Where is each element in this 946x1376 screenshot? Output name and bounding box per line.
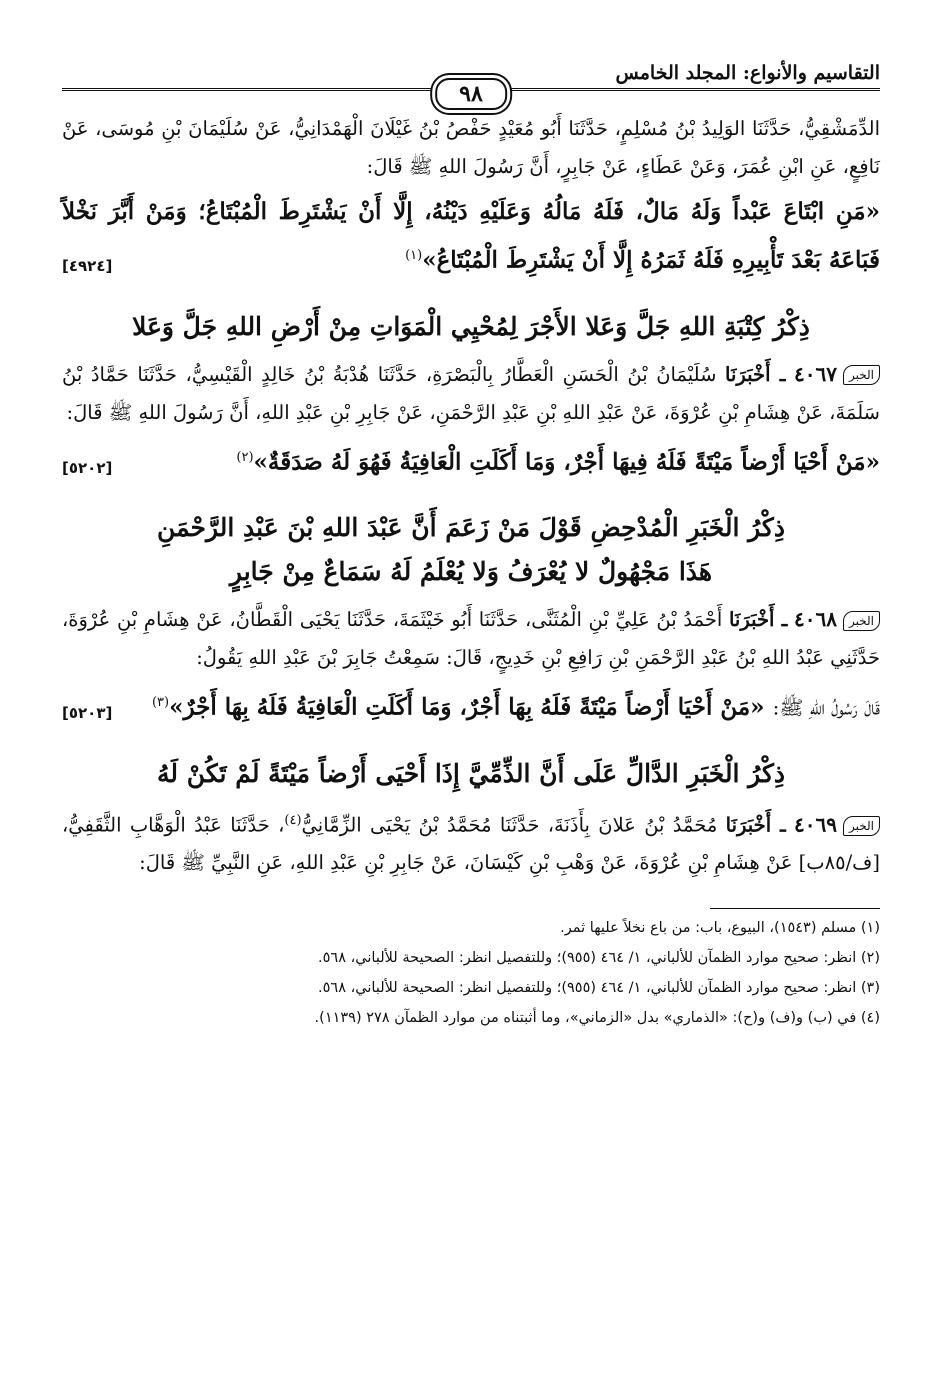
qal-rasul: قَالَ رَسُولُ اللهِ ﷺ: [772, 695, 880, 720]
hadith-text-3 [62, 681, 880, 730]
section-heading-2-line-2: هَذَا مَجْهُولٌ لا يُعْرَفُ وَلا يُعْلَمُ لَهُ سَمَاعٌ مِنْ جَابِرٍ [229, 557, 713, 587]
footnote-4: (٤) في (ب) و(ف) و(ح): «الذماري» بدل «الزماني»، وما أثبتناه من موارد الظمآن ٢٧٨ (١١٣٩). [314, 1010, 880, 1027]
footnotes [62, 909, 880, 1033]
narration-block-2 [62, 355, 880, 432]
hadith-ref-1: [٤٩٢٤] [62, 257, 113, 275]
hadith-2-body: «مَنْ أَحْيَا أَرْضاً مَيْتَةً فَلَهُ فِيهَا أَجْرٌ، وَمَا أَكَلَتِ الْعَافِيَةُ فَهُوَ لَهُ صَدَقَةٌ» [253, 448, 880, 476]
hadith-number-4069: ٤٠٦٩ [794, 812, 838, 837]
footnote-3: (٣) انظر: صحيح موارد الظمآن للألباني، ١/ ٤٦٤ (٩٥٥)؛ وللتفصيل انظر: الصحيحة للألباني، ٥٦٨. [318, 980, 880, 997]
hadith-text-2 [62, 436, 880, 485]
narration-3-body: أَحْمَدُ بْنُ عَلِيِّ بْنِ الْمُثَنَّى، حَدَّثَنَا أَبُو خَيْثَمَةَ، حَدَّثَنَا يَحْيَى الْقَطَّانُ، عَنْ هِشَامِ بْنِ عُرْوَةَ، حَدَّثَنِي عَبْدُ اللهِ بْنُ عَبْدِ الرَّحْمَنِ بْنِ رَافِعِ بْنِ خَدِيجٍ، قَالَ: سَمِعْتُ جَابِرَ بْنَ عَبْدِ اللهِ يَقُولُ: [62, 608, 880, 670]
section-heading-2 [62, 506, 880, 594]
header-title: التقاسيم والأنواع: المجلد الخامس [615, 62, 880, 84]
footnote-mark-4[interactable]: (٤) [284, 812, 302, 828]
akhbarana-label: ـ أَخْبَرَنَا [728, 608, 788, 632]
footnote-mark-3[interactable]: (٣) [151, 695, 170, 711]
page-number: ٩٨ [435, 78, 507, 110]
akhbarana-label: ـ أَخْبَرَنَا [725, 362, 786, 386]
hadith-ref-3: [٥٢٠٣] [62, 704, 113, 723]
hadith-1-body: «مَنِ ابْتَاعَ عَبْداً وَلَهُ مَالٌ، فَلَهُ مَالُهُ وَعَلَيْهِ دَيْنُهُ، إِلَّا أَنْ يَشْتَرِطَ الْمُبْتَاعُ؛ وَمَنْ أَبَّرَ نَخْلاً فَبَاعَهُ بَعْدَ تَأْبِيرِهِ فَلَهُ ثَمَرُهُ إِلَّا أَنْ يَشْتَرِطَ الْمُبْتَاعُ» [62, 198, 880, 274]
narration-4a-body: مُحَمَّدُ بْنُ عَلانَ بِأَذَنَةَ، حَدَّثَنَا مُحَمَّدُ بْنُ يَحْيَى الزِّمَّانِيُّ [301, 813, 718, 837]
footnote-mark-1[interactable]: (١) [405, 248, 423, 263]
narration-2-body: سُلَيْمَانُ بْنُ الْحَسَنِ الْعَطَّارُ بِالْبَصْرَةِ، حَدَّثَنَا هُدْبَةُ بْنُ خَالِدٍ الْقَيْسِيُّ، حَدَّثَنَا حَمَّادُ بْنُ سَلَمَةَ، عَنْ هِشَامِ بْنِ عُرْوَةَ، عَنْ عَبْدِ اللهِ بْنِ عَبْدِ الرَّحْمَنِ، عَنْ جَابِرِ بْنِ عَبْدِ اللهِ، أَنَّ رَسُولَ اللهِ ﷺ قَالَ: [62, 362, 880, 424]
khabar-marker-icon: الخبر [843, 365, 880, 385]
akhbarana-label: ـ أَخْبَرَنَا [725, 813, 786, 837]
book-page [62, 58, 880, 1033]
section-heading-3: ذِكْرُ الْخَبَرِ الدَّالِّ عَلَى أَنَّ الذِّمِّيَّ إِذَا أَحْيَى أَرْضاً مَيْتَةً لَمْ تَكُنْ لَهُ [157, 758, 785, 788]
hadith-number-4067: ٤٠٦٧ [794, 361, 837, 386]
narration-block-1: الدِّمَشْقِيُّ، حَدَّثَنَا الوَلِيدُ بْنُ مُسْلِمٍ، حَدَّثَنَا أَبُو مُعَيْدٍ حَفْصُ بْنُ غَيْلَانَ الْهَمْدَانِيُّ، عَنْ سُلَيْمَانَ بْنِ مُوسَى، عَنْ نَافِعٍ، عَنِ ابْنِ عُمَرَ، وَعَنْ عَطَاءٍ، عَنْ جَابِرٍ، أَنَّ رَسُولَ اللهِ ﷺ قَالَ: [62, 117, 880, 178]
section-heading-1: ذِكْرُ كِتْبَةِ اللهِ جَلَّ وَعَلا الأَجْرَ لِمُحْيِي الْمَوَاتِ مِنْ أَرْضِ اللهِ جَلَّ وَعَلا [132, 311, 810, 341]
khabar-marker-icon: الخبر [843, 611, 880, 631]
page-header [62, 58, 880, 110]
khabar-marker-icon: الخبر [843, 816, 880, 836]
hadith-number-4068: ٤٠٦٨ [794, 607, 837, 632]
footnote-1: (١) مسلم (١٥٤٣)، البيوع، باب: من باع نخلاً عليها ثمر. [560, 920, 880, 937]
hadith-3-body: «مَنْ أَحْيَا أَرْضاً مَيْتَةً فَلَهُ بِهَا أَجْرٌ، وَمَا أَكَلَتِ الْعَافِيَةُ فَلَهُ بِهَا أَجْرٌ» [169, 693, 765, 721]
narration-4b-body: ، حَدَّثَنَا عَبْدُ الْوَهَّابِ الثَّقَفِيُّ، [ف/٨٥ب] عَنْ هِشَامِ بْنِ عُرْوَةَ، عَنْ وَهْبِ بْنِ كَيْسَانَ، عَنْ جَابِرِ بْنِ عَبْدِ اللهِ، عَنِ النَّبِيِّ ﷺ قَالَ: [62, 813, 880, 875]
narration-block-3 [62, 600, 880, 677]
narration-block-4 [62, 802, 880, 883]
footnote-2: (٢) انظر: صحيح موارد الظمآن للألباني، ١/ ٤٦٤ (٩٥٥)؛ وللتفصيل انظر: الصحيحة للألباني، ٥٦٨. [318, 950, 880, 967]
footnote-mark-2[interactable]: (٢) [236, 449, 254, 465]
hadith-text-1 [62, 190, 880, 283]
hadith-ref-2: [٥٢٠٢] [62, 458, 113, 477]
section-heading-2-line-1: ذِكْرُ الْخَبَرِ الْمُدْحِضِ قَوْلَ مَنْ زَعَمَ أَنَّ عَبْدَ اللهِ بْنَ عَبْدِ الرَّحْمَنِ [157, 513, 785, 543]
